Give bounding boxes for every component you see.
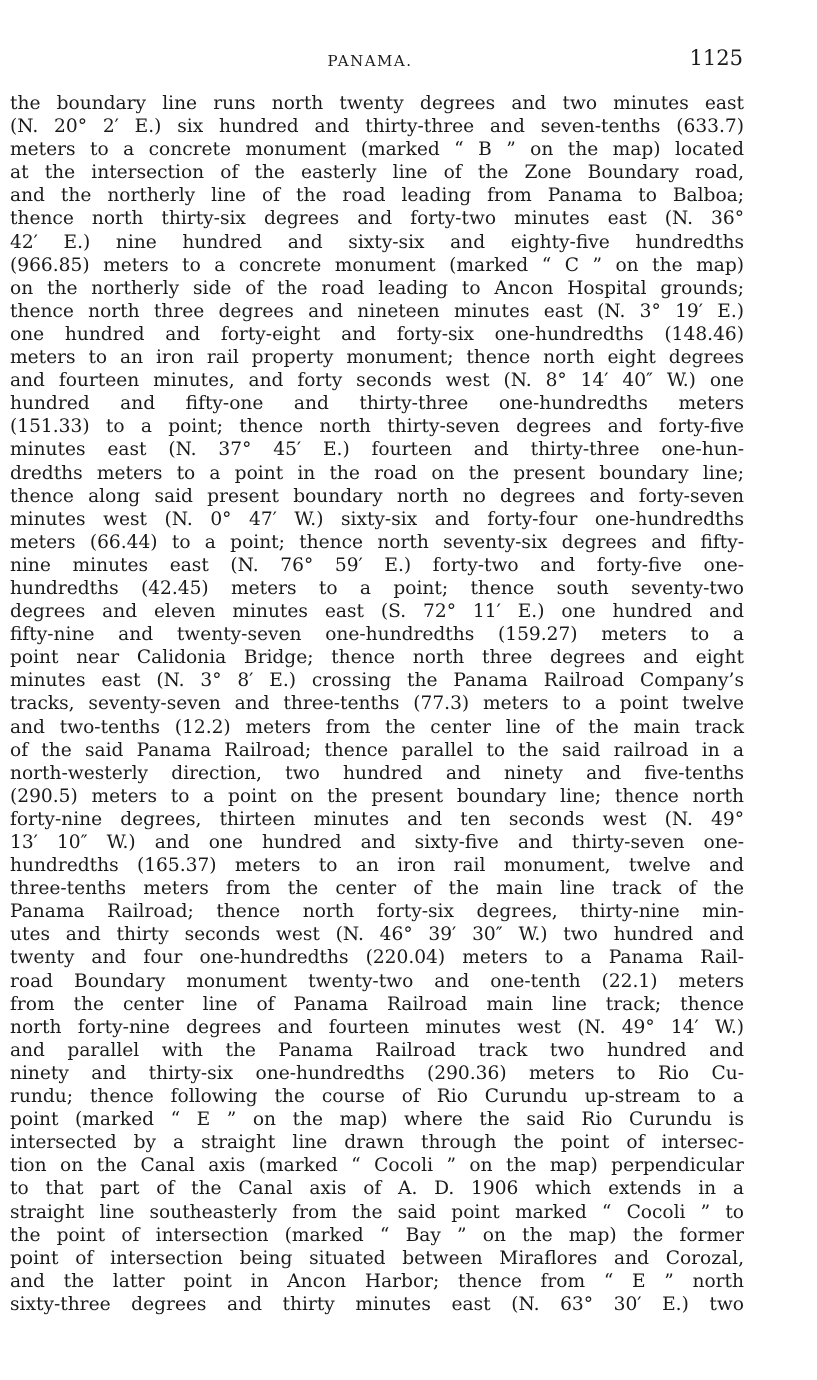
text-line: twenty and four one-hundredths (220.04) meters to a Panama Rail-	[10, 947, 744, 969]
text-line: degrees and eleven minutes east (S. 72° 11′ E.) one hundred and	[10, 601, 744, 623]
text-line: dredths meters to a point in the road on the present boundary line;	[10, 462, 744, 484]
text-line: tion on the Canal axis (marked “ Cocoli ” on the map) perpendicular	[10, 1155, 744, 1177]
page-number: 1125	[689, 46, 743, 70]
text-line: intersected by a straight line drawn through the point of intersec-	[10, 1132, 744, 1154]
text-line: hundredths (165.37) meters to an iron rail monument, twelve and	[10, 855, 744, 877]
running-head	[0, 46, 817, 76]
text-line: tracks, seventy-seven and three-tenths (77.3) meters to a point twelve	[10, 693, 744, 715]
text-line: rundu; thence following the course of Rio Curundu up-stream to a	[10, 1086, 744, 1108]
text-line: fifty-nine and twenty-seven one-hundredths (159.27) meters to a	[10, 624, 744, 646]
text-line: (290.5) meters to a point on the present boundary line; thence north	[10, 785, 744, 807]
text-line: thence north three degrees and nineteen minutes east (N. 3° 19′ E.)	[10, 300, 744, 322]
text-line: thence north thirty-six degrees and forty-two minutes east (N. 36°	[10, 208, 744, 230]
body-text	[10, 92, 744, 1316]
text-line: north forty-nine degrees and fourteen minutes west (N. 49° 14′ W.)	[10, 1016, 744, 1038]
text-line: 42′ E.) nine hundred and sixty-six and eighty-five hundredths	[10, 231, 744, 253]
text-line: 13′ 10″ W.) and one hundred and sixty-five and thirty-seven one-	[10, 832, 744, 853]
text-line: north-westerly direction, two hundred and ninety and five-tenths	[10, 762, 744, 784]
text-line: the point of intersection (marked “ Bay ” on the map) the former	[10, 1224, 744, 1246]
text-line: and the latter point in Ancon Harbor; thence from “ E ” north	[10, 1270, 744, 1292]
text-line: and parallel with the Panama Railroad track two hundred and	[10, 1039, 744, 1061]
text-line: the boundary line runs north twenty degrees and two minutes east	[10, 93, 744, 114]
text-line: hundredths (42.45) meters to a point; thence south seventy-two	[10, 577, 744, 599]
text-line: nine minutes east (N. 76° 59′ E.) forty-two and forty-five one-	[10, 554, 744, 576]
text-line: to that part of the Canal axis of A. D. 1906 which extends in a	[10, 1178, 744, 1200]
text-line: at the intersection of the easterly line of the Zone Boundary road,	[10, 162, 744, 184]
text-line: point (marked “ E ” on the map) where the said Rio Curundu is	[10, 1109, 744, 1131]
text-line: and two-tenths (12.2) meters from the center line of the main track	[10, 716, 744, 738]
text-line: sixty-three degrees and thirty minutes east (N. 63° 30′ E.) two	[10, 1293, 744, 1315]
text-line: road Boundary monument twenty-two and one-tenth (22.1) meters	[10, 970, 744, 992]
text-line: (151.33) to a point; thence north thirty-seven degrees and forty-five	[10, 416, 744, 438]
text-line: ninety and thirty-six one-hundredths (290.36) meters to Rio Cu-	[10, 1062, 744, 1084]
text-line: minutes west (N. 0° 47′ W.) sixty-six and forty-four one-hundredths	[10, 508, 744, 530]
text-line: of the said Panama Railroad; thence parallel to the said railroad in a	[10, 739, 744, 761]
text-line: meters to a concrete monument (marked “ B ” on the map) located	[10, 139, 744, 161]
text-line: minutes east (N. 37° 45′ E.) fourteen and thirty-three one-hun-	[10, 439, 744, 461]
running-title: PANAMA.	[327, 52, 413, 70]
text-line: utes and thirty seconds west (N. 46° 39′ 30″ W.) two hundred and	[10, 924, 744, 946]
text-line: (966.85) meters to a concrete monument (marked “ C ” on the map)	[10, 254, 744, 276]
text-line: and fourteen minutes, and forty seconds west (N. 8° 14′ 40″ W.) one	[10, 370, 744, 392]
text-line: minutes east (N. 3° 8′ E.) crossing the Panama Railroad Company’s	[10, 670, 744, 692]
text-line: forty-nine degrees, thirteen minutes and ten seconds west (N. 49°	[10, 808, 744, 830]
text-line: hundred and fifty-one and thirty-three one-hundredths meters	[10, 393, 744, 415]
text-line: one hundred and forty-eight and forty-six one-hundredths (148.46)	[10, 323, 744, 345]
text-line: three-tenths meters from the center of the main line track of the	[10, 878, 744, 900]
text-line: Panama Railroad; thence north forty-six degrees, thirty-nine min-	[10, 901, 744, 923]
text-line: from the center line of Panama Railroad main line track; thence	[10, 993, 744, 1015]
text-line: on the northerly side of the road leading to Ancon Hospital grounds;	[10, 277, 744, 299]
text-line: meters to an iron rail property monument; thence north eight degrees	[10, 347, 744, 369]
text-line: straight line southeasterly from the said point marked “ Cocoli ” to	[10, 1201, 744, 1223]
text-line: point near Calidonia Bridge; thence north three degrees and eight	[10, 647, 744, 669]
text-line: meters (66.44) to a point; thence north seventy-six degrees and fifty-	[10, 531, 744, 553]
text-line: thence along said present boundary north no degrees and forty-seven	[10, 485, 744, 507]
text-line: (N. 20° 2′ E.) six hundred and thirty-three and seven-tenths (633.7)	[10, 116, 744, 138]
text-line: and the northerly line of the road leading from Panama to Balboa;	[10, 185, 744, 207]
text-line: point of intersection being situated between Miraflores and Corozal,	[10, 1247, 744, 1269]
